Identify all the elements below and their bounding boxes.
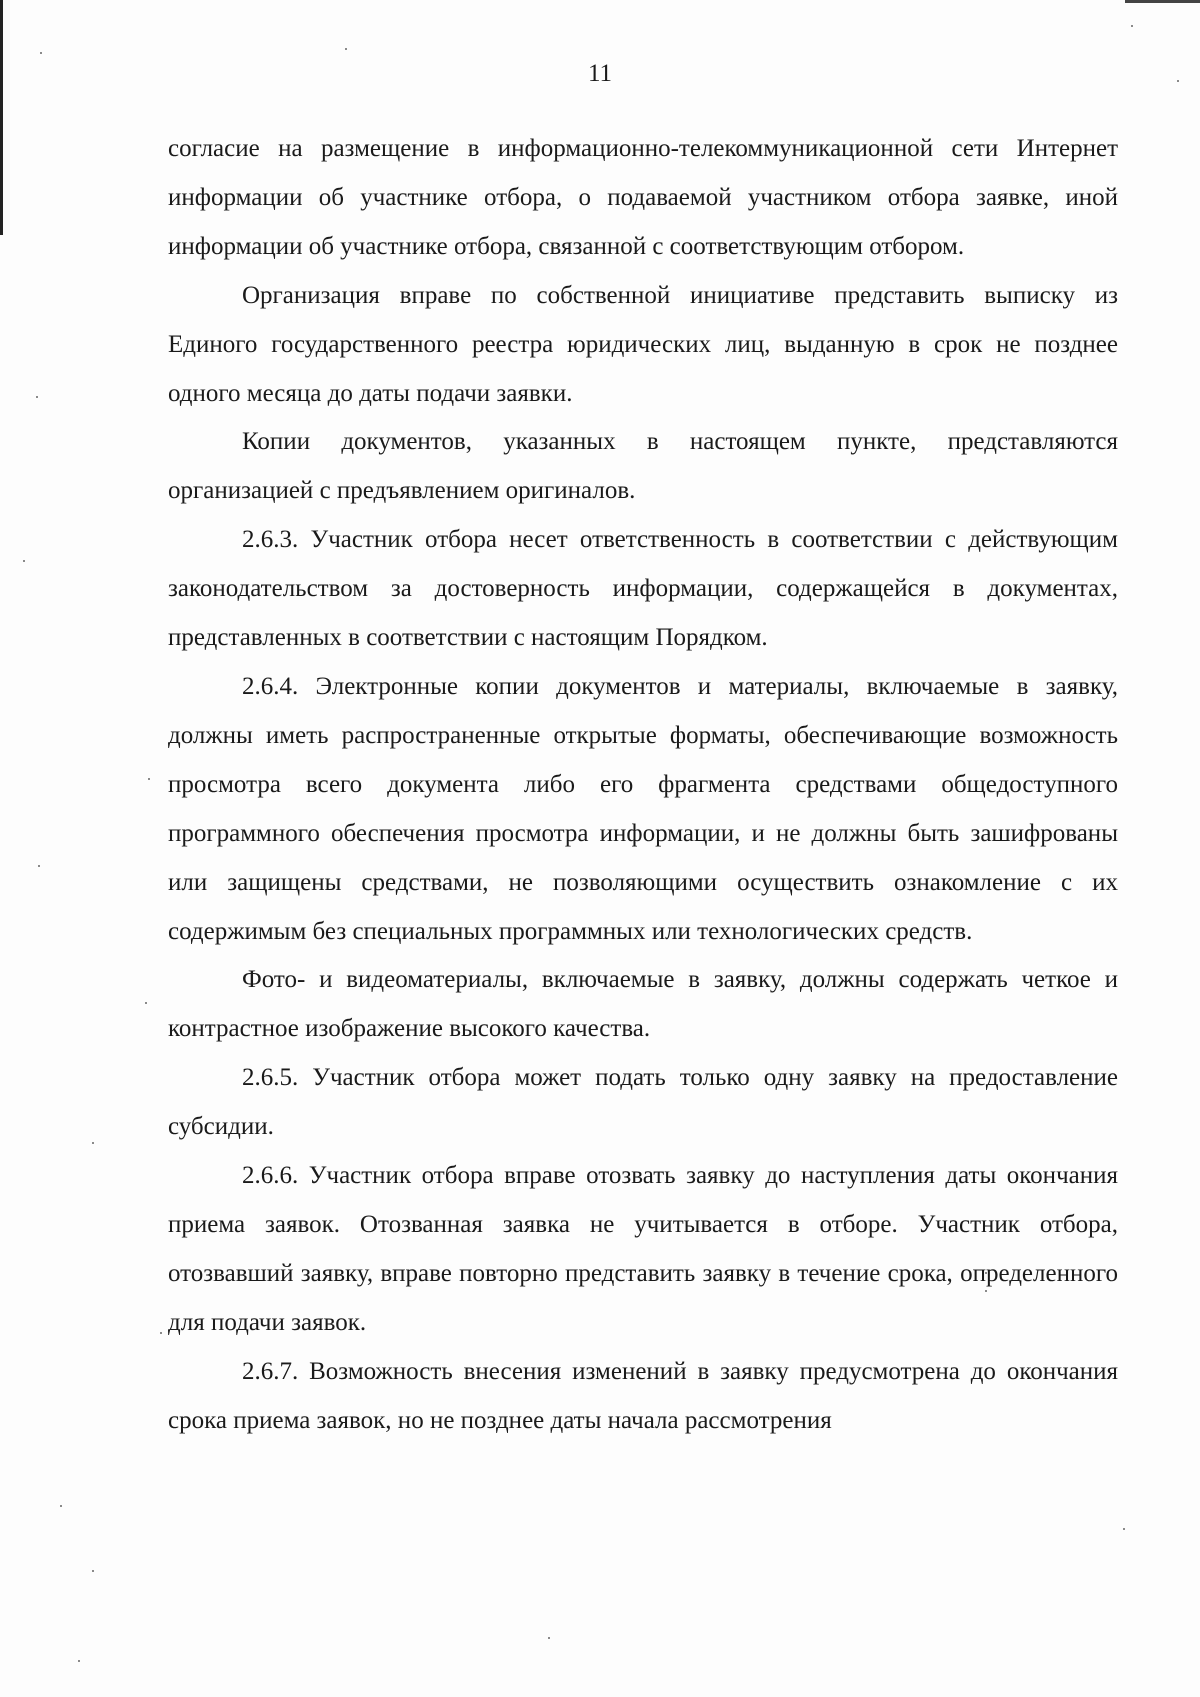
scan-speck — [92, 1570, 94, 1572]
paragraph-egrul-extract: Организация вправе по собственной инициативе представить выписку из Единого государственного реестра юридических лиц, выданную в срок не позднее одного месяца до даты подачи заявки. — [168, 281, 1118, 407]
scan-speck — [345, 48, 347, 50]
scan-speck — [145, 1002, 147, 1004]
paragraph-photo-video: Фото- и видеоматериалы, включаемые в заявку, должны содержать четкое и контрастное изображение высокого качества. — [168, 966, 1118, 1043]
paragraph-2-6-4: 2.6.4. Электронные копии документов и материалы, включаемые в заявку, должны иметь распространенные открытые форматы, обеспечивающие возможность просмотра всего документа либо его фрагмента средствами общедоступного программного обеспечения просмотра информации, и не должны быть зашифрованы или защищены средствами, не позволяющими осуществить ознакомление с их содержимым без специальных программных или технологических средств. — [168, 672, 1118, 945]
scan-speck — [36, 396, 38, 398]
scan-speck — [40, 52, 42, 54]
paragraph-document-copies: Копии документов, указанных в настоящем пункте, представляются организацией с предъявлением оригиналов. — [168, 428, 1118, 505]
scan-speck — [1131, 25, 1133, 27]
scan-speck — [1123, 1528, 1125, 1530]
paragraph-2-6-7: 2.6.7. Возможность внесения изменений в заявку предусмотрена до окончания срока приема заявок, но не позднее даты начала рассмотрения — [168, 1357, 1118, 1434]
page-number: 11 — [587, 60, 613, 87]
paragraph-consent: согласие на размещение в информационно-телекоммуникационной сети Интернет информации об участнике отбора, о подаваемой участником отбора заявке, иной информации об участнике отбора, связанной с соответствующим отбором. — [168, 135, 1118, 260]
scan-speck — [92, 1142, 94, 1144]
scan-speck — [38, 865, 40, 867]
paragraph-2-6-5: 2.6.5. Участник отбора может подать только одну заявку на предоставление субсидии. — [168, 1064, 1118, 1141]
scan-speck — [148, 778, 150, 780]
scan-edge-line — [0, 0, 3, 235]
scan-speck — [23, 560, 25, 562]
paragraph-2-6-3: 2.6.3. Участник отбора несет ответственность в соответствии с действующим законодательством за достоверность информации, содержащейся в документах, представленных в соответствии с настоящим Порядком. — [168, 526, 1118, 652]
document-body — [168, 125, 1118, 1445]
scan-corner-mark — [1125, 0, 1200, 3]
scan-speck — [78, 1660, 80, 1662]
scan-speck — [160, 1332, 162, 1334]
scan-speck — [548, 1637, 550, 1639]
paragraph-2-6-6: 2.6.6. Участник отбора вправе отозвать заявку до наступления даты окончания приема заявок. Отозванная заявка не учитывается в отборе. Участник отбора, отозвавший заявку, вправе повторно представить заявку в течение срока, определенного для подачи заявок. — [168, 1162, 1118, 1336]
scan-speck — [60, 1505, 62, 1507]
